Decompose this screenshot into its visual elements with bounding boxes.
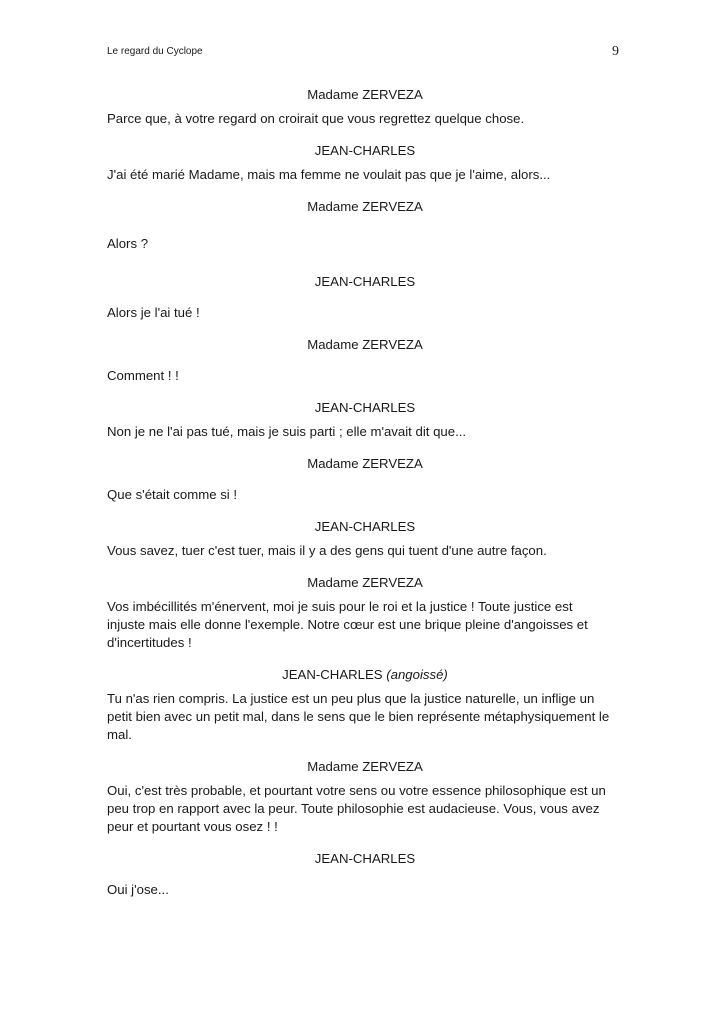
speaker-name	[107, 198, 623, 216]
stage-direction: (angoissé)	[386, 667, 448, 682]
page-number: 9	[612, 44, 619, 59]
speaker-name	[107, 399, 623, 417]
dialogue-line: Oui, c'est très probable, et pourtant votre sens ou votre essence philosophique est un	[107, 783, 606, 798]
dialogue-line: Comment ! !	[107, 368, 179, 383]
speaker-name	[107, 455, 623, 473]
dialogue-line: J'ai été marié Madame, mais ma femme ne voulait pas que je l'aime, alors...	[107, 167, 551, 182]
speaker-label: JEAN-CHARLES	[314, 851, 416, 866]
speaker-name	[107, 758, 623, 776]
dialogue-line: Tu n'as rien compris. La justice est un peu plus que la justice naturelle, un inflige un	[107, 691, 595, 706]
dialogue-line: injuste mais elle donne l'exemple. Notre cœur est une brique pleine d'angoisses et	[107, 617, 588, 632]
speaker-label: JEAN-CHARLES	[314, 400, 416, 415]
speaker-name	[107, 86, 623, 104]
speaker-name	[107, 574, 623, 592]
dialogue-line: Non je ne l'ai pas tué, mais je suis parti ; elle m'avait dit que...	[107, 424, 467, 439]
speaker-label: Madame ZERVEZA	[307, 87, 423, 102]
speaker-label: JEAN-CHARLES	[314, 274, 416, 289]
speaker-name	[107, 336, 623, 354]
speaker-label: Madame ZERVEZA	[307, 456, 423, 471]
dialogue-line: Vous savez, tuer c'est tuer, mais il y a des gens qui tuent d'une autre façon.	[107, 543, 547, 558]
dialogue-line: Oui j'ose...	[107, 882, 169, 897]
dialogue-line: Alors ?	[107, 236, 149, 251]
speaker-label: JEAN-CHARLES	[314, 143, 416, 158]
speaker-label: JEAN-CHARLES	[314, 519, 416, 534]
dialogue-line: peu trop en rapport avec la peur. Toute philosophie est audacieuse. Vous, vous avez	[107, 801, 600, 816]
speaker-name	[107, 518, 623, 536]
speaker-name	[107, 142, 623, 160]
speaker-label: JEAN-CHARLES	[282, 667, 383, 682]
dialogue-line: Alors je l'ai tué !	[107, 305, 200, 320]
speaker-label: Madame ZERVEZA	[307, 199, 423, 214]
speaker-name	[107, 850, 623, 868]
dialogue-line: Parce que, à votre regard on croirait que vous regrettez quelque chose.	[107, 111, 525, 126]
speaker-label: Madame ZERVEZA	[307, 575, 423, 590]
speaker-label: Madame ZERVEZA	[307, 337, 423, 352]
dialogue-line: peur et pourtant vous osez ! !	[107, 819, 278, 834]
dialogue-line: d'incertitudes !	[107, 635, 192, 650]
speaker-name	[107, 273, 623, 291]
speaker-name	[107, 666, 623, 684]
speaker-label: Madame ZERVEZA	[307, 759, 423, 774]
running-header-title: Le regard du Cyclope	[107, 46, 203, 57]
dialogue-line: mal.	[107, 727, 132, 742]
dialogue-line: Que s'était comme si !	[107, 487, 238, 502]
dialogue-line: petit bien avec un petit mal, dans le sens que le bien représente métaphysiquement le	[107, 709, 610, 724]
dialogue-body	[107, 86, 623, 912]
dialogue-line: Vos imbécillités m'énervent, moi je suis pour le roi et la justice ! Toute justice est	[107, 599, 573, 614]
